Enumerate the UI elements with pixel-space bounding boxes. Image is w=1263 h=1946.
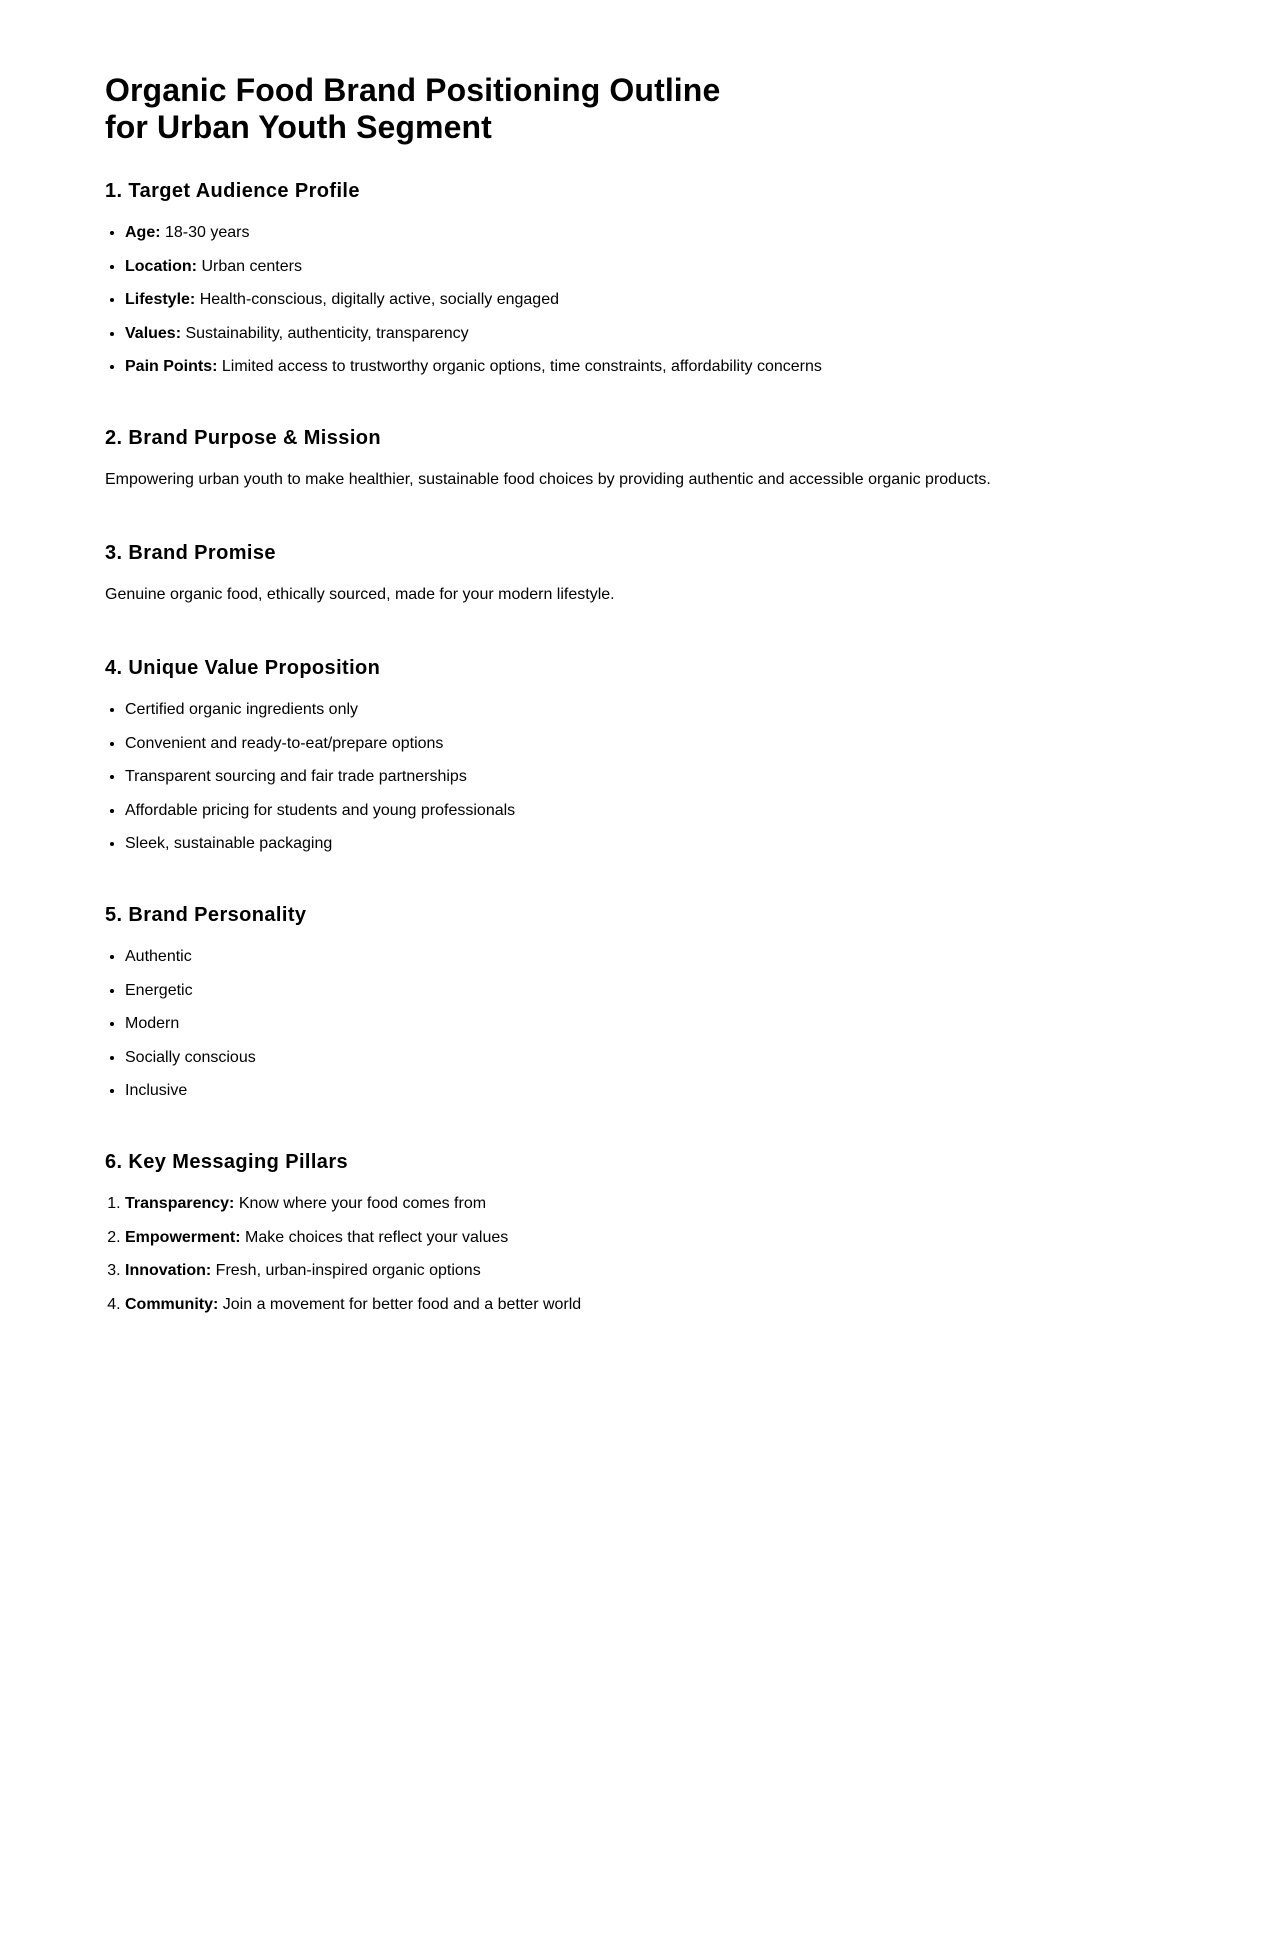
item-text: Limited access to trustworthy organic options, time constraints, affordability concerns [217,358,822,375]
pillars-list [105,1194,1155,1314]
list-item: • Transparent sourcing and fair trade partnerships [125,767,1155,786]
list-item: • Socially conscious [125,1048,1155,1067]
list-item: • Energetic [125,981,1155,1000]
list-item-location [125,257,1155,276]
page-title-line-1: Organic Food Brand Positioning Outline [105,72,721,108]
list-item-values [125,324,1155,343]
list-item-community [125,1295,1155,1314]
item-label: Location: [125,257,197,275]
section-heading: 4. Unique Value Proposition [105,657,381,679]
item-label: Empowerment: [125,1228,241,1246]
list-item-innovation [125,1261,1155,1280]
personality-list [105,947,1155,1100]
item-label: Age: [125,224,161,241]
list-item-lifestyle [125,290,1155,309]
list-item-empowerment [125,1228,1155,1247]
section-heading: 2. Brand Purpose & Mission [105,427,382,449]
purpose-paragraph: Empowering urban youth to make healthier, sustainable food choices by providing authentic and accessible organic products. [105,471,991,488]
section-target-audience [105,179,1155,376]
item-label: Pain Points: [125,358,218,375]
item-text: Join a movement for better food and a better world [218,1295,582,1313]
section-brand-purpose [105,426,1155,489]
list-item: • Inclusive [125,1081,1155,1100]
list-item: • Authentic [125,947,1155,966]
item-label: Lifestyle: [125,291,196,308]
item-label: Values: [125,324,182,342]
item-text: Sustainability, authenticity, transparency [181,324,469,342]
list-item: • Affordable pricing for students and young professionals [125,801,1155,820]
list-item: • Modern [125,1014,1155,1033]
list-item: • Sleek, sustainable packaging [125,834,1155,853]
section-unique-value-proposition [105,656,1155,853]
item-text: 18-30 years [160,224,250,241]
list-item: • Certified organic ingredients only [125,700,1155,719]
uvp-list [105,700,1155,853]
item-text: Know where your food comes from [234,1195,487,1212]
section-heading: 6. Key Messaging Pillars [105,1151,349,1173]
list-item-age [125,223,1155,242]
item-text: Make choices that reflect your values [240,1228,509,1246]
section-key-messaging-pillars [105,1150,1155,1314]
list-item-transparency [125,1194,1155,1213]
item-label: Transparency: [125,1195,235,1212]
item-text: Health-conscious, digitally active, socially engaged [195,291,559,308]
list-item: • Convenient and ready-to-eat/prepare options [125,734,1155,753]
section-heading: 5. Brand Personality [105,904,307,926]
page-title-line-2: for Urban Youth Segment [105,109,492,145]
section-heading: 3. Brand Promise [105,542,276,564]
item-label: Community: [125,1295,219,1313]
item-text: Fresh, urban-inspired organic options [211,1262,481,1279]
page-title [105,72,765,146]
section-heading: 1. Target Audience Profile [105,180,360,202]
section-brand-personality [105,903,1155,1100]
audience-list [105,223,1155,376]
section-brand-promise [105,541,1155,604]
list-item-pain-points [125,357,1155,376]
item-text: Urban centers [197,257,302,275]
promise-paragraph: Genuine organic food, ethically sourced, made for your modern lifestyle. [105,586,615,603]
item-label: Innovation: [125,1262,212,1279]
